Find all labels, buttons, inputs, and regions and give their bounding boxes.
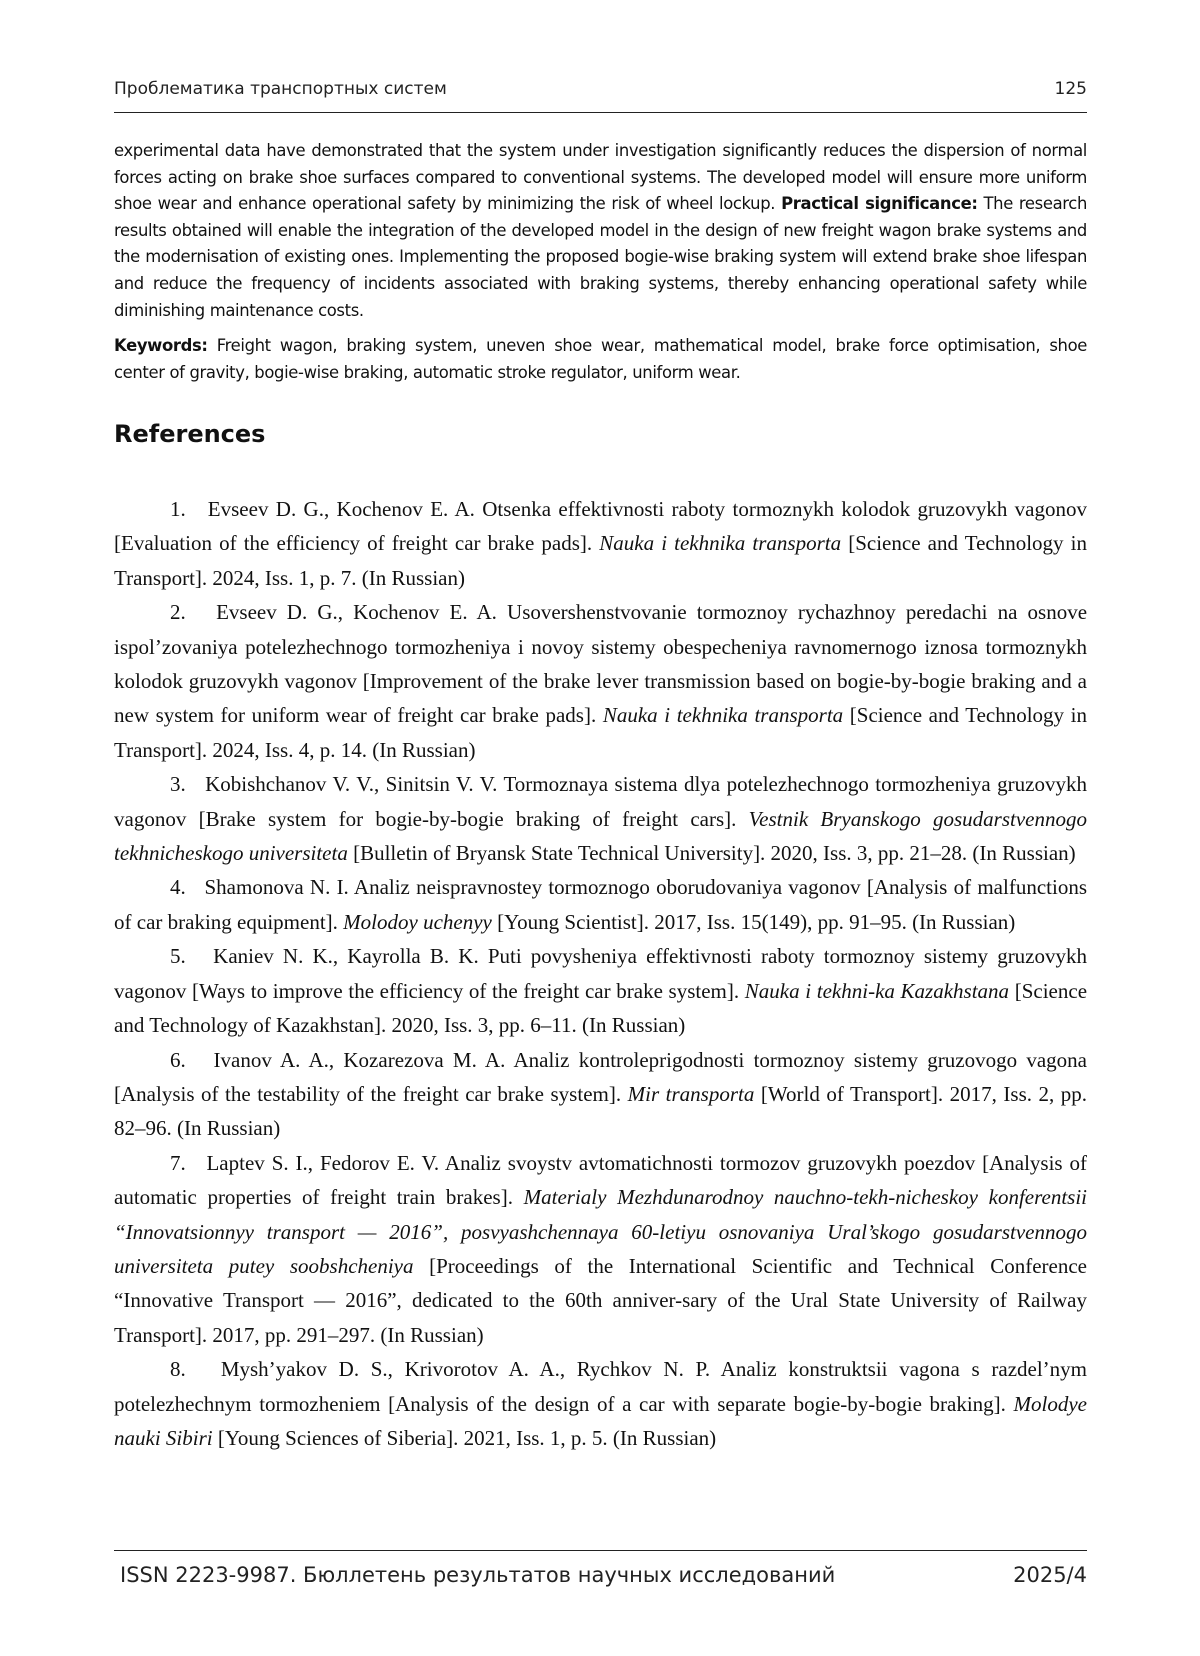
reference-text: Kobishchanov V. V., Sinitsin V. V. Tormoznaya sistema dlya potelezhechnogo tormozheniya gruzovykh vagonov [Brake system for bogie-by-bogie braking of freight cars]. [114, 772, 1088, 831]
reference-details: [Proceedings of the International Scientific and Technical Conference “Innovative Transport — 2016”, dedicated to the 60th anniver-sary of the Ural State University of Railway Transport]. 2017, pp. 291–297. (In Russian) [114, 1253, 1088, 1347]
keywords-label: Keywords: [114, 336, 208, 356]
running-header [114, 74, 1087, 113]
reference-source: Mir transporta [627, 1081, 755, 1106]
reference-number: 6. [170, 1047, 186, 1072]
reference-item [114, 870, 1087, 939]
abstract-paragraph [114, 138, 1087, 324]
abstract-continuation: experimental data have demonstrated that the system under investigation significantly reduces the dispersion of normal forces acting on brake shoe surfaces compared to conventional systems. The developed model will ensure more uniform shoe wear and enhance operational safety by minimizing the risk of wheel lockup. [114, 141, 1087, 214]
practical-significance-text: The research results obtained will enable the integration of the developed model in the design of new freight wagon brake systems and the modernisation of existing ones. Implementing the proposed bogie-wise braking system will extend brake shoe lifespan and reduce the frequency of incidents associated with braking systems, thereby enhancing operational safety while diminishing maintenance costs. [114, 194, 1087, 320]
reference-details: [Science and Technology of Kazakhstan]. 2020, Iss. 3, pp. 6–11. (In Russian) [114, 978, 1088, 1038]
reference-details: [Science and Technology in Transport]. 2024, Iss. 1, p. 7. (In Russian) [114, 531, 1088, 590]
reference-item [114, 1146, 1087, 1352]
reference-item [114, 767, 1087, 870]
reference-details: [Young Sciences of Siberia]. 2021, Iss. 1, p. 5. (In Russian) [217, 1425, 717, 1450]
reference-source: Molodoy uchenyy [343, 909, 492, 934]
references-list [114, 492, 1087, 1455]
issue-number: 2025/4 [1013, 1563, 1087, 1587]
references-heading: References [114, 420, 266, 448]
reference-number: 3. [170, 772, 186, 797]
reference-number: 5. [170, 944, 186, 969]
reference-text: Evseev D. G., Kochenov E. A. Otsenka effektivnosti raboty tormoznykh kolodok gruzovykh vagonov [Evaluation of the efficiency of freight car brake pads]. [114, 497, 1087, 556]
reference-text: Kaniev N. K., Kayrolla B. K. Puti povysheniya effektivnosti raboty tormoznoy sistemy gruzovykh vagonov [Ways to improve the efficiency of the freight car brake system]. [114, 944, 1088, 1003]
reference-item [114, 1043, 1087, 1146]
running-header-title: Проблематика транспортных систем [114, 79, 447, 99]
reference-item [114, 1352, 1087, 1455]
reference-number: 2. [170, 600, 186, 625]
page-number: 125 [1054, 79, 1087, 99]
practical-significance-label: Practical significance: [781, 194, 978, 214]
reference-item [114, 939, 1087, 1042]
reference-details: [Science and Technology in Transport]. 2024, Iss. 4, p. 14. (In Russian) [114, 703, 1087, 762]
reference-source: Nauka i tekhnika transporta [599, 531, 842, 556]
reference-details: [Young Scientist]. 2017, Iss. 15(149), pp. 91–95. (In Russian) [497, 909, 1016, 934]
reference-number: 1. [170, 497, 186, 521]
reference-source: Vestnik Bryanskogo gosudarstvennogo tekhnicheskogo universiteta [114, 806, 1087, 866]
reference-text: Ivanov A. A., Kozarezova M. A. Analiz kontroleprigodnosti tormoznoy sistemy gruzovogo vagona [Analysis of the testability of the freight car brake system]. [114, 1047, 1087, 1106]
reference-number: 4. [170, 875, 186, 900]
reference-source: Molodye nauki Sibiri [114, 1391, 1088, 1450]
keywords-paragraph [114, 333, 1087, 386]
reference-text: Mysh’yakov D. S., Krivorotov A. A., Rychkov N. P. Analiz konstruktsii vagona s razdel’nym potelezhechnym tormozheniem [Analysis of the design of a car with separate bogie-by-bogie braking]. [114, 1357, 1087, 1416]
reference-source: Nauka i tekhni-ka Kazakhstana [744, 978, 1010, 1003]
reference-number: 7. [170, 1150, 186, 1175]
journal-name: ISSN 2223-9987. Бюллетень результатов научных исследований [120, 1563, 836, 1587]
reference-source: Nauka i tekhnika transporta [602, 703, 844, 728]
reference-item [114, 492, 1087, 595]
reference-text: Shamonova N. I. Analiz neispravnostey tormoznogo oborudovaniya vagonov [Analysis of malfunctions of car braking equipment]. [114, 875, 1087, 934]
reference-item [114, 595, 1087, 767]
reference-number: 8. [170, 1357, 186, 1382]
reference-details: [Bulletin of Bryansk State Technical University]. 2020, Iss. 3, pp. 21–28. (In Russian) [353, 841, 1076, 866]
reference-text: Laptev S. I., Fedorov E. V. Analiz svoystv avtomatichnosti tormozov gruzovykh poezdov [Analysis of automatic properties of freight train brakes]. [114, 1150, 1087, 1210]
reference-text: Evseev D. G., Kochenov E. A. Usovershenstvovanie tormoznoy rychazhnoy peredachi na osnove ispol’zovaniya potelezhechnogo tormozheniya i novoy sistemy obespecheniya ravnomernogo iznosa tormoznykh kolodok gruzovykh vagonov [Improvement of the brake lever transmission based on bogie-by-bogie braking and a new system for uniform wear of freight car brake pads]. [114, 600, 1088, 728]
abstract-block [114, 138, 1087, 386]
reference-source: Materialy Mezhdunarodnoy nauchno-tekh-nicheskoy konferentsii “Innovatsionnyy transport — 2016”, posvyashchennaya 60-letiyu osnovaniya Ural’skogo gosudarstvennogo universiteta putey soobshcheniya [114, 1185, 1087, 1278]
keywords-text: Freight wagon, braking system, uneven shoe wear, mathematical model, brake force optimisation, shoe center of gravity, bogie-wise braking, automatic stroke regulator, uniform wear. [114, 336, 1087, 382]
reference-details: [World of Transport]. 2017, Iss. 2, pp. 82–96. (In Russian) [114, 1081, 1088, 1141]
running-footer [114, 1550, 1087, 1591]
